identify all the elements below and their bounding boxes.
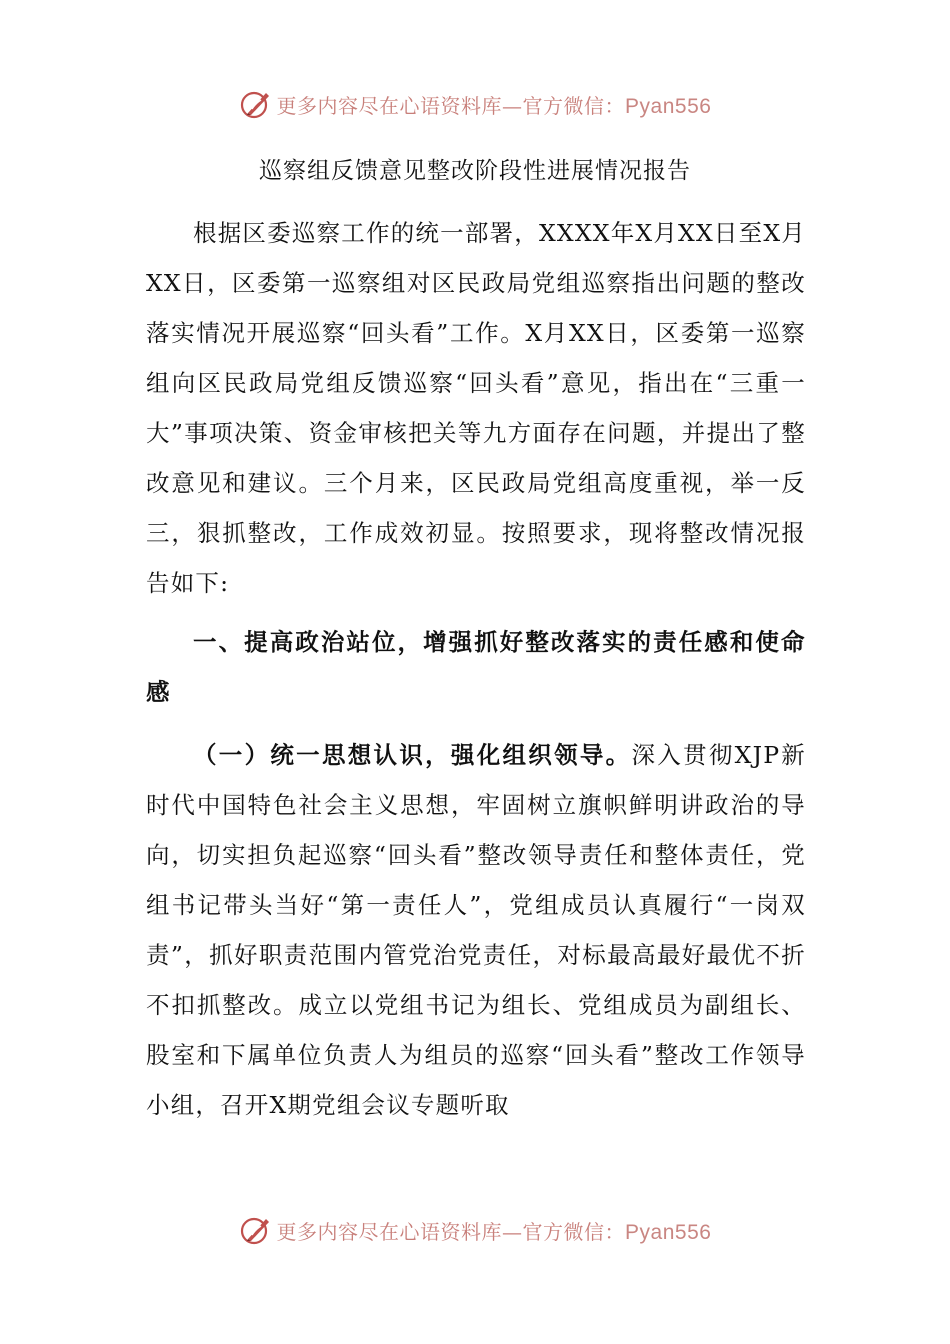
header-watermark [0, 84, 950, 124]
watermark-wechat-id: Pyan556 [625, 1220, 712, 1244]
footer-watermark [0, 1210, 950, 1250]
watermark-text: 更多内容尽在心语资料库—官方微信：Pyan556 [276, 93, 712, 118]
watermark-text: 更多内容尽在心语资料库—官方微信：Pyan556 [276, 1219, 712, 1244]
section-heading: 一、提高政治站位，增强抓好整改落实的责任感和使命感 [146, 628, 806, 706]
pen-in-circle-icon [239, 1213, 273, 1247]
document-title: 巡察组反馈意见整改阶段性进展情况报告 [259, 158, 691, 184]
pen-in-circle-icon [239, 87, 273, 121]
intro-paragraph: 根据区委巡察工作的统一部署，XXXX年X月XX日至X月XX日，区委第一巡察组对区民政局党组巡察指出问题的整改落实情况开展巡察“回头看”工作。X月XX日，区委第一巡察组向区民政局党组反馈巡察“回头看”意见，指出在“三重一大”事项决策、资金审核把关等九方面存在问题，并提出了整改意见和建议。三个月来，区民政局党组高度重视，举一反三，狠抓整改，工作成效初显。按照要求，现将整改情况报告如下: [146, 219, 806, 597]
subsection-heading: （一）统一思想认识，强化组织领导。 [193, 741, 632, 769]
subsection-body: 深入贯彻XJP新时代中国特色社会主义思想，牢固树立旗帜鲜明讲政治的导向，切实担负起巡察“回头看”整改领导责任和整体责任，党组书记带头当好“第一责任人”，党组成员认真履行“一岗双责”，抓好职责范围内管党治党责任，对标最高最好最优不折不扣抓整改。成立以党组书记为组长、党组成员为副组长、股室和下属单位负责人为组员的巡察“回头看”整改工作领导小组，召开X期党组会议专题听取 [146, 741, 807, 1119]
watermark-wechat-id: Pyan556 [625, 94, 712, 118]
subsection-paragraph [146, 730, 806, 1130]
